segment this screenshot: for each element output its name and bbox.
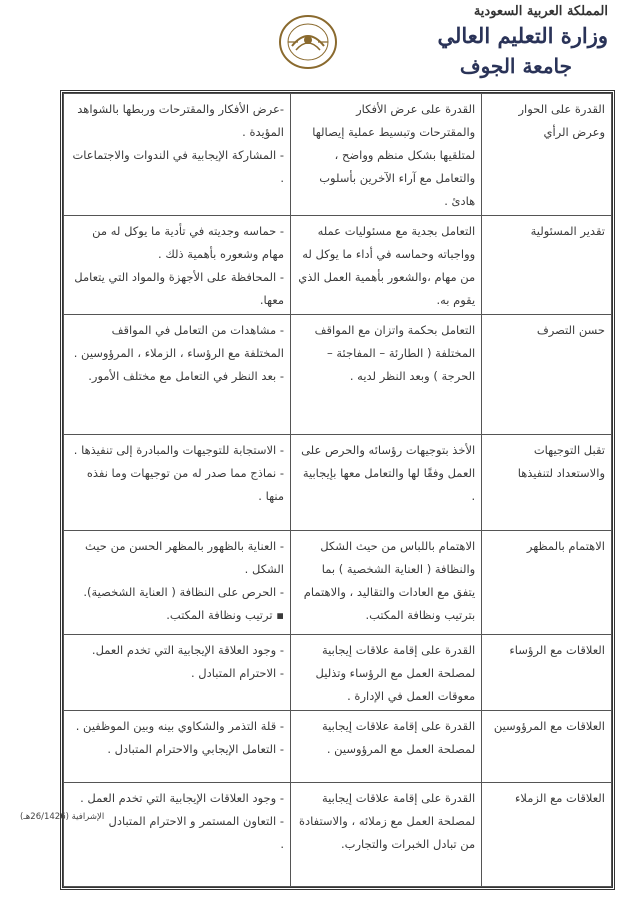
criterion-cell: تقدير المسئولية — [482, 216, 612, 315]
table-row — [64, 531, 612, 635]
indicator-item: - مشاهدات من التعامل في المواقف المختلفة مع الرؤساء ، الزملاء ، المرؤوسين . — [73, 323, 285, 360]
logo-kingdom: المملكة العربية السعودية — [473, 4, 608, 19]
indicators-cell — [64, 783, 291, 887]
table-row — [64, 315, 612, 435]
criterion-cell: العلاقات مع الزملاء — [482, 783, 612, 887]
indicator-item: - الاستجابة للتوجيهات والمبادرة إلى تنفيذها . — [73, 443, 285, 457]
indicator-item: - الحرص على النظافة ( العناية الشخصية). — [83, 585, 285, 599]
indicators-cell — [64, 435, 291, 531]
indicator-item: - نماذج مما صدر له من توجيهات وما نفذه منها . — [86, 466, 285, 503]
description-cell: القدرة على إقامة علاقات إيجابية لمصلحة العمل مع الرؤساء وتذليل معوقات العمل في الإدارة . — [291, 635, 482, 711]
indicators-cell — [64, 94, 291, 216]
indicator-item: - العناية بالظهور بالمظهر الحسن من حيث الشكل . — [85, 539, 285, 576]
description-cell: التعامل بجدية مع مسئوليات عمله وواجباته وحماسه في أداء ما يوكل له من مهام ،والشعور بأهمية العمل الذي يقوم به. — [291, 216, 482, 315]
indicator-item: - المحافظة على الأجهزة والمواد التي يتعامل معها. — [74, 270, 285, 307]
description-cell: القدرة على إقامة علاقات إيجابية لمصلحة العمل مع زملائه ، والاستفادة من تبادل الخبرات والتجارب. — [291, 783, 482, 887]
indicator-item: - التعامل الإيجابي والاحترام المتبادل . — [107, 742, 285, 756]
indicators-cell — [64, 216, 291, 315]
university-seal — [278, 12, 338, 72]
description-cell: التعامل بحكمة واتزان مع المواقف المختلفة ( الطارئة – المفاجئة – الحرجة ) وبعد النظر لديه . — [291, 315, 482, 435]
seal-graphic — [278, 12, 338, 72]
criterion-cell: القدرة على الحوار وعرض الرأي — [482, 94, 612, 216]
indicators-cell — [64, 635, 291, 711]
table-row — [64, 435, 612, 531]
indicator-item: - وجود العلاقة الإيجابية التي تخدم العمل. — [91, 643, 285, 657]
description-cell: القدرة على إقامة علاقات إيجابية لمصلحة العمل مع المرؤوسين . — [291, 711, 482, 783]
footer-note: الإشرافية (26/1426هـ) — [20, 812, 105, 822]
criterion-cell: العلاقات مع المرؤوسين — [482, 711, 612, 783]
description-cell: القدرة على عرض الأفكار والمقترحات وتبسيط عملية إيصالها لمتلقيها بشكل منظم وواضح ، والتعامل مع آراء الآخرين بأسلوب هادئ . — [291, 94, 482, 216]
indicator-item: - الاحترام المتبادل . — [190, 666, 285, 680]
criterion-cell: العلاقات مع الرؤساء — [482, 635, 612, 711]
table-row — [64, 635, 612, 711]
criteria-table — [63, 93, 612, 887]
logo-university: جامعة الجوف — [459, 54, 572, 78]
indicator-item: - بعد النظر في التعامل مع مختلف الأمور. — [88, 369, 285, 383]
criterion-cell: تقبل التوجيهات والاستعداد لتنفيذها — [482, 435, 612, 531]
description-cell: الأخذ بتوجيهات رؤسائه والحرص على العمل وفقًا لها والتعامل معها بإيجابية . — [291, 435, 482, 531]
indicator-item: ▪ ترتيب ونظافة المكتب. — [166, 608, 285, 622]
indicator-item: . — [280, 837, 285, 851]
page-header — [0, 0, 638, 92]
table-row — [64, 216, 612, 315]
indicators-cell — [64, 315, 291, 435]
ministry-logo — [428, 4, 608, 88]
logo-ministry: وزارة التعليم العالي — [437, 23, 608, 48]
indicators-cell — [64, 711, 291, 783]
indicator-item: - حماسه وجديته في تأدية ما يوكل له من مهام وشعوره بأهمية ذلك . — [92, 224, 285, 261]
table-row — [64, 711, 612, 783]
indicator-item: -عرض الأفكار والمقترحات وربطها بالشواهد المؤيدة . — [77, 102, 285, 139]
indicator-item: - قلة التذمر والشكاوي بينه وبين الموظفين . — [75, 719, 285, 733]
indicator-item: - المشاركة الإيجابية في الندوات والاجتماعات . — [72, 148, 285, 185]
indicators-cell — [64, 531, 291, 635]
criterion-cell: الاهتمام بالمظهر — [482, 531, 612, 635]
table-row — [64, 94, 612, 216]
criteria-rows — [64, 94, 612, 887]
table-row — [64, 783, 612, 887]
indicator-item: - وجود العلاقات الإيجابية التي تخدم العمل . — [80, 791, 285, 805]
description-cell: الاهتمام باللباس من حيث الشكل والنظافة ( العناية الشخصية ) بما يتفق مع العادات والتقاليد ، والاهتمام بترتيب ونظافة المكتب. — [291, 531, 482, 635]
indicator-item: - التعاون المستمر و الاحترام المتبادل — [108, 814, 285, 828]
criterion-cell: حسن التصرف — [482, 315, 612, 435]
criteria-table-frame — [60, 90, 615, 890]
